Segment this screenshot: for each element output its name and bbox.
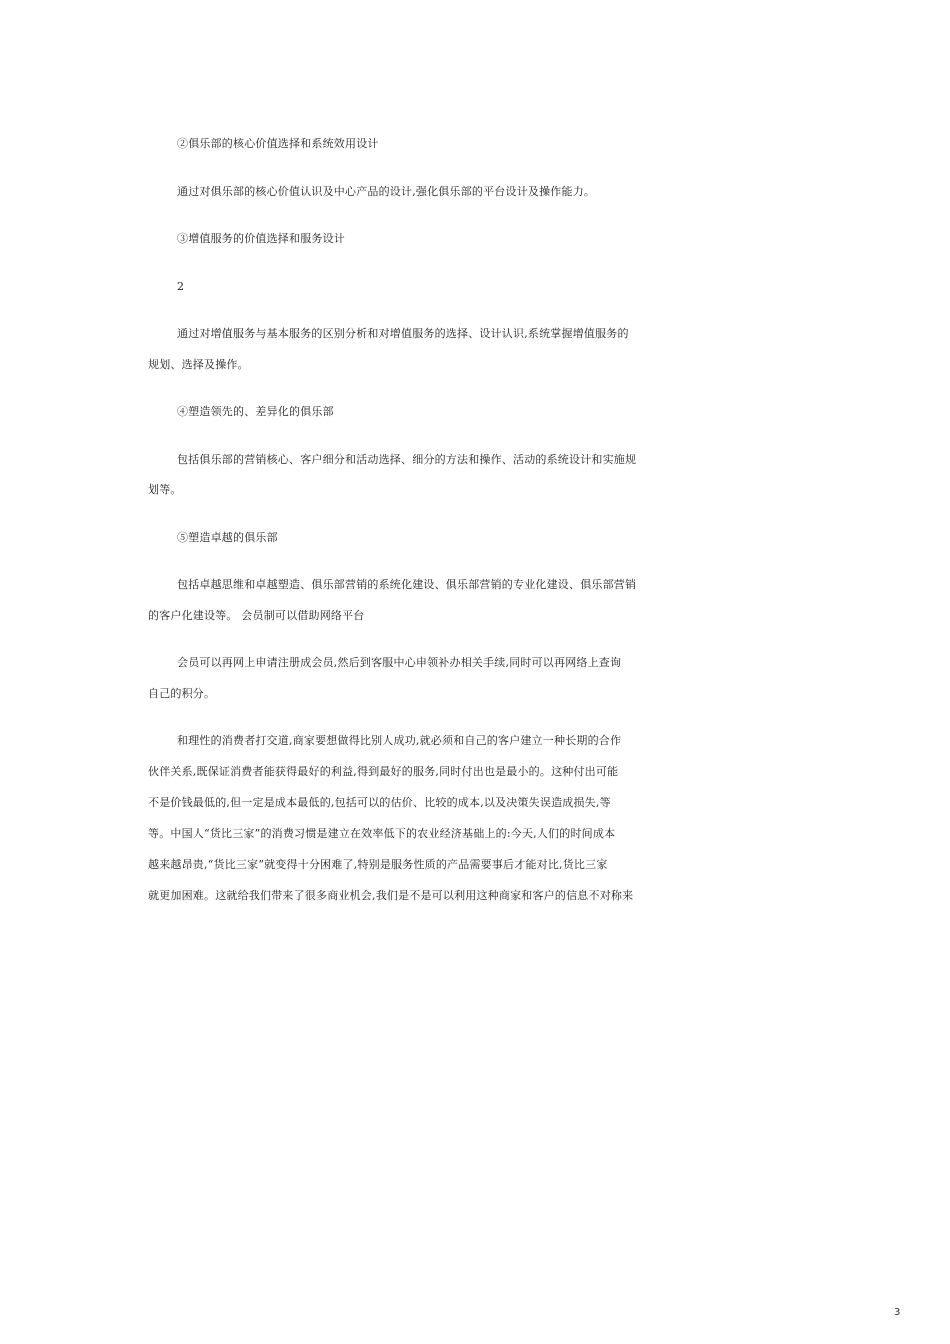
heading-core-value: ②俱乐部的核心价值选择和系统效用设计 [177,137,379,150]
paragraph-excellent-1: 包括卓越思维和卓越塑造、俱乐部营销的系统化建设、俱乐部营销的专业化建设、俱乐部营销 [177,578,637,591]
paragraph-value-added-1: 通过对增值服务与基本服务的区别分析和对增值服务的选择、设计认识,系统掌握增值服务的 [177,327,629,340]
paragraph-rational-2: 伙伴关系,既保证消费者能获得最好的利益,得到最好的服务,同时付出也是最小的。这种付出可能 [148,765,619,778]
paragraph-online-1: 会员可以再网上申请注册成会员,然后到客服中心申领补办相关手续,同时可以再网络上查询 [177,656,622,669]
paragraph-rational-3: 不是价钱最低的,但一定是成本最低的,包括可以的估价、比较的成本,以及决策失误造成损失,等 [148,796,611,809]
paragraph-excellent-2: 的客户化建设等。 会员制可以借助网络平台 [148,609,365,622]
paragraph-rational-1: 和理性的消费者打交道,商家要想做得比别人成功,就必须和自己的客户建立一种长期的合作 [177,734,622,747]
paragraph-rational-5: 越来越昂贵,“货比三家”就变得十分困难了,特别是服务性质的产品需要事后才能对比,货比三家 [148,858,608,871]
inline-number: 2 [177,280,185,293]
paragraph-leading-club-2: 划等。 [148,483,182,496]
paragraph-value-added-2: 规划、选择及操作。 [148,358,249,371]
page-number: 3 [894,1307,901,1318]
paragraph-rational-6: 就更加困难。这就给我们带来了很多商业机会,我们是不是可以利用这种商家和客户的信息不对称来 [148,889,634,902]
paragraph-rational-4: 等。中国人“货比三家”的消费习惯是建立在效率低下的农业经济基础上的:今天,人们的时间成本 [148,827,616,840]
paragraph-leading-club-1: 包括俱乐部的营销核心、客户细分和活动选择、细分的方法和操作、活动的系统设计和实施规 [177,453,637,466]
heading-leading-club: ④塑造领先的、差异化的俱乐部 [177,405,334,418]
paragraph-core-value: 通过对俱乐部的核心价值认识及中心产品的设计,强化俱乐部的平台设计及操作能力。 [177,185,596,198]
heading-value-added: ③增值服务的价值选择和服务设计 [177,232,345,245]
heading-excellent-club: ⑤塑造卓越的俱乐部 [177,531,278,544]
paragraph-online-2: 自己的积分。 [148,687,216,700]
